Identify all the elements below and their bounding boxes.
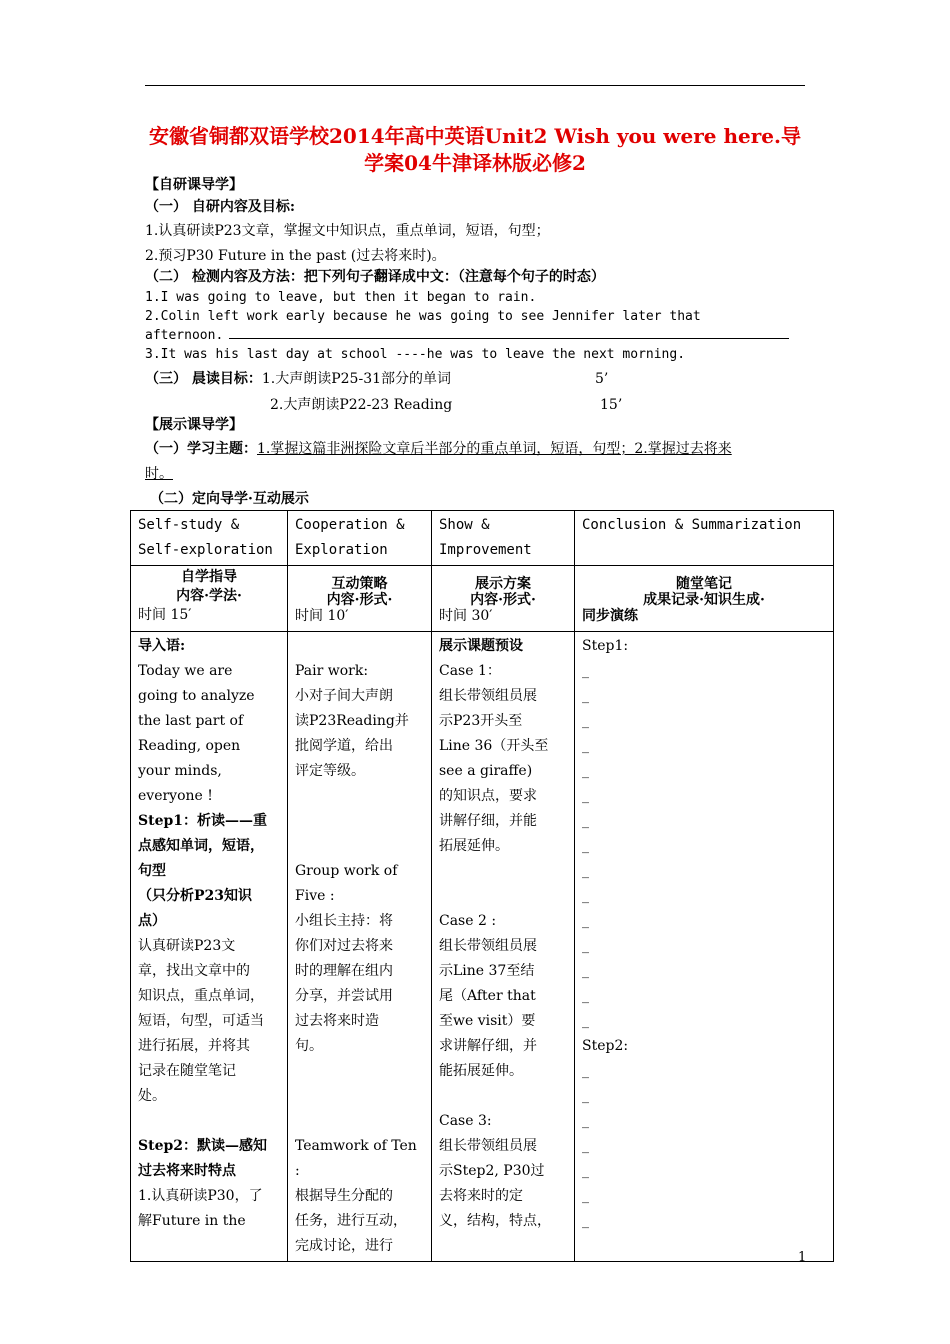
show-plan-line: Case 1： bbox=[439, 663, 501, 679]
header-zh-col1 bbox=[131, 566, 288, 632]
translate-sentence-2-cont bbox=[145, 327, 789, 345]
show-plan-line: 尾（After that bbox=[439, 988, 536, 1004]
interaction-strategy-line: 读P23Reading并 bbox=[295, 713, 409, 729]
interaction-strategy-line: 你们对过去将来 bbox=[295, 938, 393, 954]
show-plan-line: 示P23开头至 bbox=[439, 713, 523, 729]
header-zh-col4-sub: 成果记录·知识生成· bbox=[643, 592, 765, 608]
header-zh-col2 bbox=[288, 566, 432, 632]
interaction-strategy-line bbox=[295, 634, 424, 659]
interaction-strategy-line: 小组长主持：将 bbox=[295, 913, 393, 929]
interaction-strategy-line bbox=[295, 784, 424, 809]
notes-blank-line: _ bbox=[582, 663, 589, 679]
section-show-heading: 【展示课导学】 bbox=[145, 417, 243, 433]
notes-blank-line: _ bbox=[582, 1013, 589, 1029]
notes-blank-line: _ bbox=[582, 863, 589, 879]
self-study-guide-line: 记录在随堂笔记 bbox=[138, 1063, 236, 1079]
class-notes-cell bbox=[575, 632, 834, 1262]
morning-reading-item-1: 1.大声朗读P25-31部分的单词 bbox=[261, 371, 452, 387]
notes-blank-line: _ bbox=[582, 938, 589, 954]
header-en-col1: Self-study & Self-exploration bbox=[131, 511, 288, 566]
self-study-guide-line: 导入语: bbox=[138, 638, 186, 654]
interaction-strategy-line bbox=[295, 1059, 424, 1084]
translate-sentence-3: 3.It was his last day at school ----he was to leave the next morning. bbox=[145, 347, 686, 362]
self-study-guide-line: Step1：析读——重 bbox=[138, 813, 268, 829]
interaction-strategy-line: 任务，进行互动， bbox=[295, 1213, 407, 1229]
show-plan-line: 求讲解仔细，并 bbox=[439, 1038, 537, 1054]
show-plan-line: 拓展延伸。 bbox=[439, 838, 509, 854]
interaction-strategy-line: 句。 bbox=[295, 1038, 323, 1054]
notes-blank-line: _ bbox=[582, 1063, 589, 1079]
learning-theme-heading: （一）学习主题： bbox=[145, 441, 257, 457]
self-study-guide-line: your minds, bbox=[138, 763, 222, 779]
header-en-col4: Conclusion & Summarization bbox=[575, 511, 834, 566]
show-plan-line: 组长带领组员展 bbox=[439, 688, 537, 704]
self-study-content-heading: （一） 自研内容及目标: bbox=[145, 199, 296, 215]
show-plan-line: 展示课题预设 bbox=[439, 638, 523, 654]
interaction-strategy-cell bbox=[288, 632, 432, 1262]
notes-blank-line: _ bbox=[582, 1213, 589, 1229]
show-plan-line bbox=[439, 1084, 567, 1109]
self-study-guide-line: 处。 bbox=[138, 1088, 166, 1104]
morning-reading-time-1: 5’ bbox=[595, 371, 609, 387]
show-plan-line bbox=[439, 859, 567, 884]
notes-blank-line: _ bbox=[582, 1113, 589, 1129]
page-number: 1 bbox=[798, 1250, 807, 1265]
interaction-strategy-line: 过去将来时造 bbox=[295, 1013, 379, 1029]
show-plan-line: 组长带领组员展 bbox=[439, 938, 537, 954]
notes-blank-line: _ bbox=[582, 888, 589, 904]
show-plan-line bbox=[439, 884, 567, 909]
interaction-strategy-line: 小对子间大声朗 bbox=[295, 688, 393, 704]
show-plan-line: 的知识点，要求 bbox=[439, 788, 537, 804]
header-en-col2: Cooperation & Exploration bbox=[288, 511, 432, 566]
interaction-strategy-line: 分享，并尝试用 bbox=[295, 988, 393, 1004]
self-study-guide-line: 知识点，重点单词， bbox=[138, 988, 264, 1004]
interaction-strategy-line bbox=[295, 1084, 424, 1109]
interaction-strategy-line: 根据导生分配的 bbox=[295, 1188, 393, 1204]
document-title: 安徽省铜都双语学校2014年高中英语Unit2 Wish you were here.导学案04牛津译林版必修2 bbox=[149, 124, 801, 175]
self-study-guide-line: 过去将来时特点 bbox=[138, 1163, 236, 1179]
test-content-heading: （二） 检测内容及方法：把下列句子翻译成中文：（注意每个句子的时态） bbox=[145, 269, 605, 285]
table-body-row bbox=[131, 632, 834, 1262]
interaction-strategy-line: 评定等级。 bbox=[295, 763, 365, 779]
guide-table bbox=[130, 510, 834, 1262]
notes-blank-line: _ bbox=[582, 788, 589, 804]
interaction-strategy-line: Five : bbox=[295, 888, 335, 904]
self-study-guide-line: 1.认真研读P30，了 bbox=[138, 1188, 263, 1204]
header-zh-col1-title: 自学指导 bbox=[181, 569, 237, 585]
header-en-col3: Show & Improvement bbox=[432, 511, 575, 566]
self-study-guide-line: （只分析P23知识 bbox=[138, 888, 253, 904]
top-rule bbox=[145, 85, 805, 86]
morning-reading-item-2: 2.大声朗读P22-23 Reading bbox=[270, 397, 453, 413]
notes-blank-line: _ bbox=[582, 1188, 589, 1204]
show-plan-line: 讲解仔细，并能 bbox=[439, 813, 537, 829]
notes-blank-line: _ bbox=[582, 763, 589, 779]
header-zh-col3-time: 时间 30′ bbox=[439, 608, 493, 624]
notes-step1-label: Step1: bbox=[582, 638, 629, 654]
interaction-strategy-line: 批阅学道，给出 bbox=[295, 738, 393, 754]
self-study-guide-line: 章，找出文章中的 bbox=[138, 963, 250, 979]
morning-reading-row-2 bbox=[270, 396, 623, 414]
notes-step2-label: Step2: bbox=[582, 1038, 629, 1054]
self-study-guide-cell bbox=[131, 632, 288, 1262]
learning-theme-row bbox=[145, 440, 732, 458]
learning-theme-text: 1.掌握这篇非洲探险文章后半部分的重点单词，短语，句型；2.掌握过去将来 bbox=[257, 441, 732, 457]
answer-line bbox=[229, 338, 789, 339]
header-zh-col4-sync: 同步演练 bbox=[582, 608, 638, 624]
self-study-guide-line: 认真研读P23文 bbox=[138, 938, 236, 954]
self-study-guide-line: Reading, open bbox=[138, 738, 241, 754]
header-zh-col2-title: 互动策略 bbox=[331, 576, 388, 592]
self-study-guide-line: 解Future in the bbox=[138, 1213, 246, 1229]
self-study-guide-line: 进行拓展，并将其 bbox=[138, 1038, 250, 1054]
show-plan-line: see a giraffe) bbox=[439, 763, 533, 779]
self-study-item-1: 1.认真研读P23文章，掌握文中知识点，重点单词，短语，句型； bbox=[145, 223, 550, 239]
show-plan-line: 能拓展延伸。 bbox=[439, 1063, 523, 1079]
notes-blank-line: _ bbox=[582, 913, 589, 929]
notes-blank-line: _ bbox=[582, 1163, 589, 1179]
self-study-guide-line: the last part of bbox=[138, 713, 244, 729]
notes-blank-line: _ bbox=[582, 838, 589, 854]
section-self-study-heading: 【自研课导学】 bbox=[145, 177, 243, 193]
show-plan-line: 组长带领组员展 bbox=[439, 1138, 537, 1154]
interaction-strategy-line: Pair work: bbox=[295, 663, 369, 679]
self-study-guide-line: 点感知单词，短语， bbox=[138, 838, 264, 854]
notes-blank-line: _ bbox=[582, 963, 589, 979]
morning-reading-heading: （三） 晨读目标： bbox=[145, 371, 262, 387]
header-zh-col3-title: 展示方案 bbox=[475, 576, 531, 592]
interaction-strategy-line: Group work of bbox=[295, 863, 398, 879]
show-plan-line: Line 36（开头至 bbox=[439, 738, 549, 754]
interaction-strategy-line: : bbox=[295, 1163, 300, 1179]
notes-blank-line: _ bbox=[582, 988, 589, 1004]
self-study-item-2: 2.预习P30 Future in the past (过去将来时)。 bbox=[145, 248, 446, 264]
morning-reading-row-1 bbox=[145, 370, 609, 388]
morning-reading-time-2: 15’ bbox=[600, 397, 623, 413]
notes-blank-line: _ bbox=[582, 688, 589, 704]
show-plan-line: Case 2 : bbox=[439, 913, 497, 929]
header-zh-col2-sub: 内容·形式· bbox=[326, 592, 393, 608]
show-plan-line: 至we visit）要 bbox=[439, 1013, 536, 1029]
header-zh-col2-time: 时间 10′ bbox=[295, 608, 349, 624]
header-zh-col1-time: 时间 15′ bbox=[138, 607, 192, 623]
interaction-strategy-line: 完成讨论，进行 bbox=[295, 1238, 393, 1254]
header-zh-col1-sub: 内容·学法· bbox=[176, 588, 242, 604]
table-header-en-row bbox=[131, 511, 834, 566]
show-plan-line: 去将来时的定 bbox=[439, 1188, 523, 1204]
translate-sentence-1: 1.I was going to leave, but then it began to rain. bbox=[145, 290, 537, 305]
notes-blank-line: _ bbox=[582, 738, 589, 754]
notes-blank-line: _ bbox=[582, 1138, 589, 1154]
show-plan-line: 义，结构，特点， bbox=[439, 1213, 551, 1229]
header-zh-col4-title: 随堂笔记 bbox=[676, 576, 732, 592]
notes-blank-line: _ bbox=[582, 713, 589, 729]
self-study-guide-line bbox=[138, 1109, 280, 1134]
show-plan-line: 示Step2, P30过 bbox=[439, 1163, 545, 1179]
header-zh-col4 bbox=[575, 566, 834, 632]
self-study-guide-line: Step2：默读—感知 bbox=[138, 1138, 268, 1154]
guided-learning-heading: （二）定向导学·互动展示 bbox=[150, 491, 309, 507]
show-plan-line: 示Line 37至结 bbox=[439, 963, 535, 979]
interaction-strategy-line: 时的理解在组内 bbox=[295, 963, 393, 979]
notes-blank-line: _ bbox=[582, 1088, 589, 1104]
self-study-guide-line: Today we are bbox=[138, 663, 233, 679]
self-study-guide-line: everyone ! bbox=[138, 788, 213, 804]
notes-blank-line: _ bbox=[582, 813, 589, 829]
self-study-guide-line: 短语，句型，可适当 bbox=[138, 1013, 264, 1029]
interaction-strategy-line bbox=[295, 1109, 424, 1134]
interaction-strategy-line bbox=[295, 834, 424, 859]
header-zh-col3-sub: 内容·形式· bbox=[470, 592, 536, 608]
translate-sentence-2-tail: afternoon. bbox=[145, 328, 224, 343]
show-plan-line: Case 3: bbox=[439, 1113, 492, 1129]
self-study-guide-line: 句型 bbox=[138, 863, 166, 879]
show-plan-cell bbox=[432, 632, 575, 1262]
interaction-strategy-line: Teamwork of Ten bbox=[295, 1138, 417, 1154]
table-header-zh-row bbox=[131, 566, 834, 632]
self-study-guide-line: 点） bbox=[138, 913, 166, 929]
header-zh-col3 bbox=[432, 566, 575, 632]
translate-sentence-2-text: 2.Colin left work early because he was going to see Jennifer later that bbox=[145, 309, 701, 324]
translate-sentence-2 bbox=[145, 308, 785, 326]
self-study-guide-line: going to analyze bbox=[138, 688, 255, 704]
interaction-strategy-line bbox=[295, 809, 424, 834]
learning-theme-text-cont: 时。 bbox=[145, 466, 173, 482]
